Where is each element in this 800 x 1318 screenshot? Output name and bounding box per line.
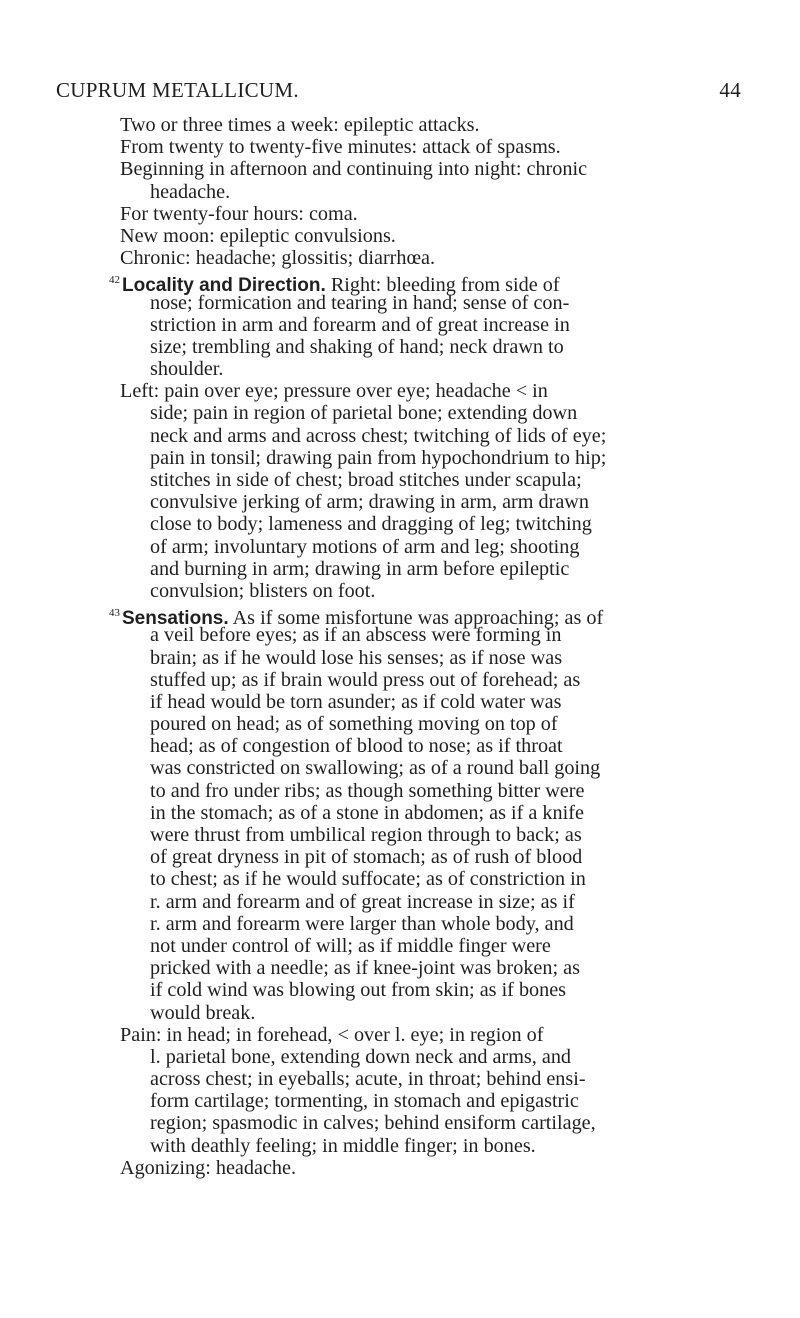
text-line: to chest; as if he would suffocate; as of constriction in [150,868,586,891]
text-line: and burning in arm; drawing in arm before epileptic [150,557,570,580]
text-line: Chronic: headache; glossitis; diarrhœa. [120,247,436,270]
text-line: Beginning in afternoon and continuing into night: chronic [120,158,588,181]
text-line: Left: pain over eye; pressure over eye; headache < in [120,380,548,403]
section-heading: Locality and Direction. [122,275,326,297]
text-line: size; trembling and shaking of hand; neck drawn to [150,335,564,358]
text-line: headache. [150,180,231,203]
text-line: convulsive jerking of arm; drawing in arm, arm drawn [150,491,589,514]
text-line: stitches in side of chest; broad stitches under scapula; [150,469,582,491]
text-line: poured on head; as of something moving on top of [150,713,558,736]
text-line: striction in arm and forearm and of great increase in [150,313,570,336]
text-line: of arm; involuntary motions of arm and leg; shooting [150,535,580,558]
text-line: form cartilage; tormenting, in stomach and epigastric [150,1090,579,1113]
text-line: if head would be torn asunder; as if cold water was [150,690,562,713]
running-header [56,78,741,108]
text-line: convulsion; blisters on foot. [150,579,376,602]
section-heading: Sensations. [122,608,229,630]
text-line: neck and arms and across chest; twitching of lids of eye; [150,424,607,447]
text-line: with deathly feeling; in middle finger; in bones. [150,1134,536,1157]
text-line: r. arm and forearm and of great increase in size; as if [150,890,575,913]
text-line: in the stomach; as of a stone in abdomen; as if a knife [150,801,584,824]
running-title: CUPRUM METALLICUM. [56,78,299,102]
text-line: l. parietal bone, extending down neck and arms, and [150,1045,572,1068]
section-sensations-first-line: 43 Sensations. As if some misfortune was approaching; as of [120,602,760,624]
text-line: were thrust from umbilical region through to back; as [150,824,582,846]
section-locality-first-line: 42 Locality and Direction. Right: bleeding from side of [120,269,760,291]
text-line: across chest; in eyeballs; acute, in throat; behind ensi- [150,1068,586,1091]
text-line: close to body; lameness and dragging of leg; twitching [150,513,592,536]
text-line: region; spasmodic in calves; behind ensiform cartilage, [150,1112,596,1135]
text-line: a veil before eyes; as if an abscess were forming in [150,624,562,647]
text-line: Agonizing: headache. [120,1156,297,1179]
text-line: From twenty to twenty-five minutes: attack of spasms. [120,136,561,159]
text-line: nose; formication and tearing in hand; sense of con- [150,291,570,314]
text-line: Pain: in head; in forehead, < over l. eye; in region of [120,1023,544,1046]
section-number: 42 [109,274,120,287]
text-line: brain; as if he would lose his senses; as if nose was [150,646,563,669]
page-body [109,114,760,1179]
text-line: pricked with a needle; as if knee-joint was broken; as [150,957,580,980]
text-line: stuffed up; as if brain would press out of forehead; as [150,668,581,691]
text-line: was constricted on swallowing; as of a round ball going [150,757,601,780]
text-line: head; as of congestion of blood to nose; as if throat [150,735,563,758]
section-number: 43 [109,607,120,620]
text-line: would break. [150,1001,256,1024]
text-line: For twenty-four hours: coma. [120,202,358,225]
text-line: r. arm and forearm were larger than whole body, and [150,912,574,935]
text-line: if cold wind was blowing out from skin; as if bones [150,979,567,1002]
text-line: not under control of will; as if middle finger were [150,934,551,957]
page-number: 44 [719,78,741,102]
text-line: Two or three times a week: epileptic attacks. [120,114,480,136]
text-line: pain in tonsil; drawing pain from hypochondrium to hip; [150,446,607,469]
text-line: side; pain in region of parietal bone; extending down [150,402,578,425]
text-line: New moon: epileptic convulsions. [120,224,396,247]
text-line: to and fro under ribs; as though something bitter were [150,779,585,802]
text-line: shoulder. [150,358,224,381]
text-line: of great dryness in pit of stomach; as of rush of blood [150,846,583,869]
